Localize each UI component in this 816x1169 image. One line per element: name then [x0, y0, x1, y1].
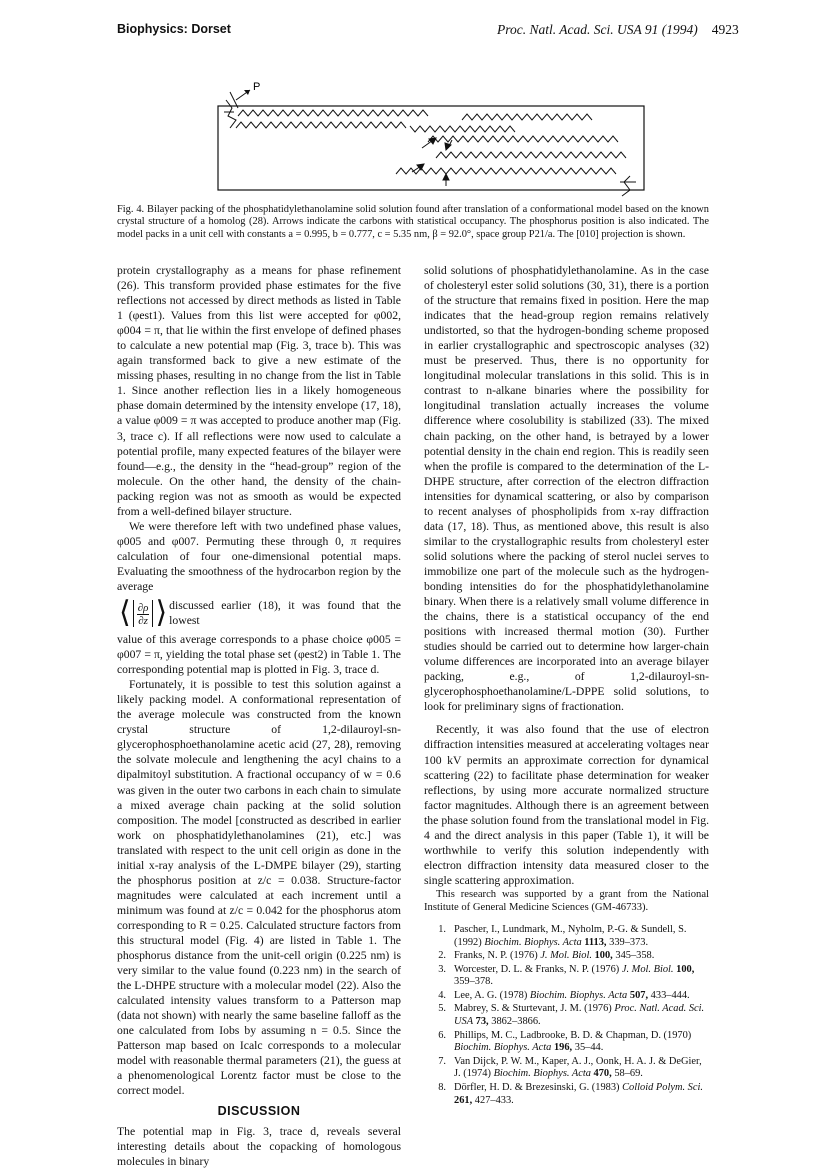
occupancy-arrows: [412, 138, 452, 186]
left-paragraph-2b: discussed earlier (18), it was found that the lowest: [169, 598, 401, 628]
phosphorus-marker: [230, 81, 260, 108]
smoothness-average-line: [117, 594, 401, 632]
page-number: 4923: [711, 22, 739, 37]
headgroup-right: [620, 176, 636, 196]
reference-item: 4. Lee, A. G. (1978) Biochim. Biophys. Acta 507, 433–444.: [438, 989, 690, 1001]
reference-item: 7. Van Dijck, P. W. M., Kaper, A. J., Oonk, H. A. J. & DeGier, J. (1974) Biochim. Biophys. Acta 470, 58–69.: [438, 1055, 702, 1080]
reference-item: 8. Dörfler, H. D. & Brezesinski, G. (1983) Colloid Polym. Sci. 261, 427–433.: [438, 1082, 703, 1106]
reference-item: 6. Phillips, M. C., Ladbrooke, B. D. & Chapman, D. (1970) Biochim. Biophys. Acta 196, 35–44.: [438, 1029, 692, 1054]
right-paragraph-2: Recently, it was also found that the use of electron diffraction intensities measured at accelerating voltages near 100 kV permits an approximate correction for dynamical scattering (22) to facilitate phase determination for weaker reflections, by using more accurate normalized structure factor magnitudes. Although there is an agreement between the phase solution found from the translational model in Fig. 4 and the direct analysis in this paper (Table 1), it will be worthwhile to verify this solution independently with electron diffraction intensity data measured closer to the single scattering approximation.: [424, 723, 709, 887]
acyl-chain-top-2: [236, 122, 406, 128]
phosphorus-label: P: [253, 81, 261, 93]
acknowledgment: This research was supported by a grant from the National Institute of General Medicine Sciences (GM-46733).: [424, 888, 709, 913]
acyl-chain-bottom-4: [436, 152, 626, 158]
left-paragraph-4: The potential map in Fig. 3, trace d, reveals several interesting details about the copacking of homologous molecules in binary: [117, 1124, 401, 1168]
derivative-denominator: ∂z: [138, 614, 148, 627]
acyl-chain-bottom-2: [428, 136, 618, 142]
left-paragraph-1: protein crystallography as a means for phase refinement (26). This transform provided phase estimates for the five reflections not accessed by direct methods as listed in Table 1 (φest1). Values from this list were accepted for φ002, φ004 = π, that lie within the first envelope of defined phases to calculate a new potential map (Fig. 3, trace b). This was again transformed back to give a new estimate of the missing phases, resulting in no change from the list in Table 1. Since another reflection lies in a likely homogeneous phase domain determined by the intensity envelope (17, 18), a value φ009 = π was accepted to produce another map (Fig. 3, trace c). If all reflections were now used to calculate a potential profile, many expected features of the bilayer were found—e.g., the density in the “head-group” region of the molecule. On the other hand, the density of the chain-packing region was not as smooth as would be expected from a well-defined bilayer structure.: [117, 264, 401, 518]
acyl-chain-bottom-1: [462, 114, 592, 120]
reference-list: [424, 924, 709, 1107]
discussion-heading: DISCUSSION: [217, 1104, 301, 1119]
right-paragraph-1: solid solutions of phosphatidylethanolamine. As in the case of cholesteryl ester solid solutions (30, 31), there is a portion of the structure that remains fixed in position. Here the map indicates that the head-group region remains relatively undistorted, so that the hydrogen-bonding scheme proposed in earlier crystallographic and spectroscopic analyses (32) must be preserved. Thus, there is no opportunity for longitudinal molecular translations in this solid. This is in contrast to n-alkane binaries where the possibility for longitudinal translation actually increases the volume difference where cosolubility is stabilized (33). The mixed chain packing, on the other hand, is betrayed by a lower potential density in the chain end region. This is readily seen when the profile is compared to the determination of the L-DHPE structure, after correction of the electron diffraction intensities for dynamical scattering, or also by comparison to recent analyses of phospholipids from x-ray diffraction data (17, 18). Thus, as mentioned above, this result is also similar to the crystallographic results from cholesteryl ester solid solutions where the packing of sterol nuclei serves to immobilize one part of the molecule such as the hydrogen-bonding intensities do for the phosphatidylethanolamine binary. When there is a relatively small volume difference in the chains, there is a statistical occupancy of the end positions with increased thermal motion (30). Further studies should be carried out to determine how larger-chain volume differences are incorporated into an average bilayer packing, e.g., of 1,2-dilauroyl-sn-glycerophosphoethanolamine/L-DPPE solid solutions, to look for preliminary signs of fractionation.: [424, 264, 709, 714]
bilayer-packing-figure: [210, 78, 650, 198]
reference-item: 3. Worcester, D. L. & Franks, N. P. (1976) J. Mol. Biol. 100, 359–378.: [438, 963, 695, 988]
acyl-chain-top-1: [238, 110, 428, 116]
derivative-numerator: ∂ρ: [137, 601, 149, 614]
headgroup-left: [224, 100, 236, 128]
average-expression: ⟨ $\frac{\partial\rho}{\partial z}$ ⟩: [119, 596, 168, 630]
figure-caption: [117, 204, 709, 241]
reference-item: 1. Pascher, I., Lundmark, M., Nyholm, P.-G. & Sundell, S. (1992) Biochim. Biophys. Acta 1113, 339–373.: [438, 923, 687, 948]
running-header-section: Biophysics: Dorset: [117, 22, 231, 36]
running-header-journal: [497, 22, 739, 38]
reference-item: 2. Franks, N. P. (1976) J. Mol. Biol. 100, 345–358.: [438, 950, 655, 962]
journal-citation: Proc. Natl. Acad. Sci. USA 91 (1994): [497, 22, 698, 37]
acyl-chain-bottom-3: [396, 168, 616, 174]
figure-caption-text: Bilayer packing of the phosphatidylethanolamine solid solution found after translation of a conformational model based on the known crystal structure of a homolog (28). Arrows indicate the carbons with statistical occupancy. The phosphorus position is also indicated. The model packs in a unit cell with constants a = 0.995, b = 0.777, c = 5.35 nm, β = 92.0°, space group P21/a. The [010] projection is shown.: [117, 204, 709, 240]
left-paragraph-2a: We were therefore left with two undefined phase values, φ005 and φ007. Permuting these through 0, π requires calculation of four one-dimensional potential maps. Evaluating the smoothness of the hydrocarbon region by the average: [117, 519, 401, 593]
left-column: [117, 263, 401, 1169]
acyl-chain-top-3: [410, 126, 515, 132]
right-column: [424, 263, 709, 1108]
unit-cell-frame: [218, 106, 644, 190]
left-paragraph-2c: value of this average corresponds to a phase choice φ005 = φ007 = π, yielding the total phase set (φest2) in Table 1. The corresponding potential map is plotted in Fig. 3, trace d.: [117, 633, 401, 677]
left-paragraph-3: Fortunately, it is possible to test this solution against a likely packing model. A conformational representation of the average molecule was constructed from the known crystal structure of 1,2-dilauroyl-sn-glycerophosphoethanolamine acetic acid (27, 28), removing the solvate molecule and lengthening the acyl chains to a dipalmitoyl substitution. A fractional occupancy of w = 0.6 was given in the outer two carbons in each chain to simulate a mixed average chain packing at the solid solution composition. The model [constructed as described in earlier work on phosphatidylethanolamines (21), etc.] was translated with respect to the unit cell origin as done in the initial x-ray analysis of the L-DMPE bilayer (29), starting the phosphorus position at z/c = 0.038. Structure-factor magnitudes were calculated at each increment until a minimum was found at z/c = 0.042 for the phosphorus atom corresponding to R = 0.25. Calculated structure factors from this structural model (Fig. 4) are listed in Table 1. The phosphorus distance from the unit-cell origin (0.225 nm) is very similar to the value found (0.223 nm) in the search of the L-DHPE structure with a molecular model (22). Also the calculated intensity values transform to a Patterson map (data not shown) with nearly the same baseline falloff as the one calculated from Iobs by assuming n = 0.5. Since the Patterson map based on Icalc corresponds to a molecular model with reasonable thermal parameters (21), the guess at a phenomenological Lorentz factor must be close to the correct model.: [117, 678, 401, 1098]
figure-caption-label: Fig. 4.: [117, 204, 145, 215]
reference-item: 5. Mabrey, S. & Sturtevant, J. M. (1976) Proc. Natl. Acad. Sci. USA 73, 3862–3866.: [438, 1003, 705, 1028]
